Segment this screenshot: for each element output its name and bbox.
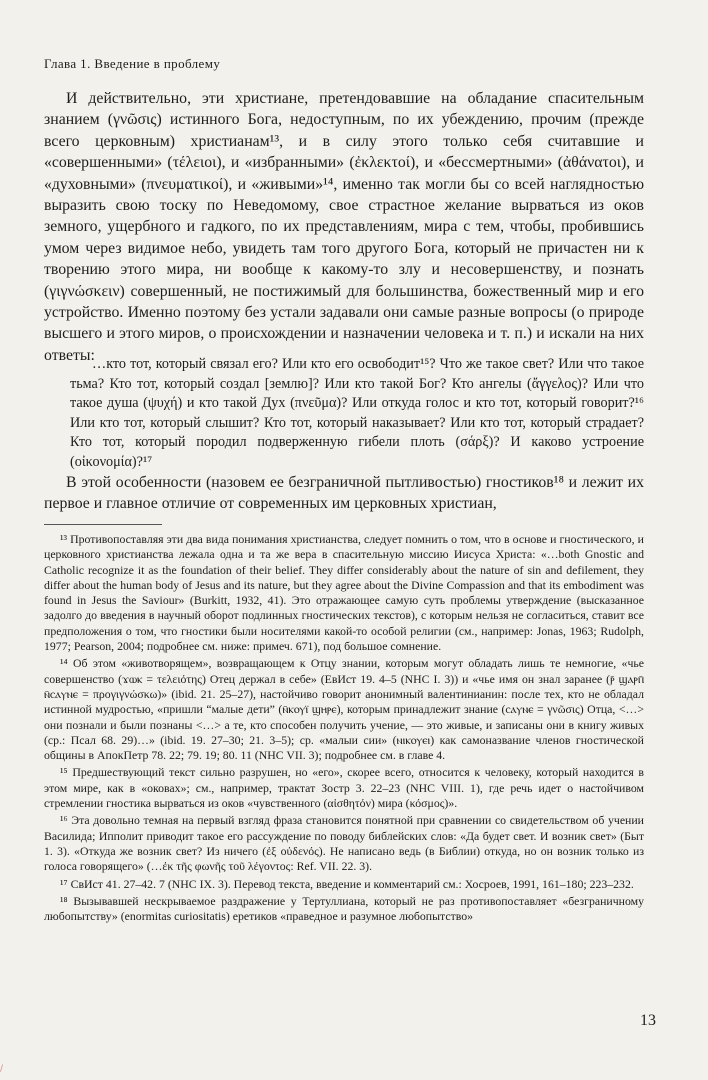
main-text [44, 88, 644, 366]
quote-text: …кто тот, который связал его? Или кто его освободит¹⁵? Что же такое свет? Или что такое тьма? Кто тот, который создал [землю]? Или кто такой Бог? Кто ангелы (ἄγγελος)? Или что такое душа (ψυχή) и кто такой Дух (πνεῦμα)? Или откуда голос и кто тот, который говорит?¹⁶ Или кто тот, который слышит? Кто тот, который наказывает? Или кто тот, который страдает? Кто тот, который породил подверженную гибели плоть (σάρξ)? И каково устроение (οἰκονομία)?¹⁷ [70, 356, 644, 470]
footnote-18: ¹⁸ Вызывавшей нескрываемое раздражение у Тертуллиана, который не раз противопоставляет «безграничному любопытству» (enormitas curiositatis) еретиков «праведное и разумное любопытство» [44, 893, 644, 924]
main-text-continued [44, 472, 644, 515]
page-number: 13 [640, 1012, 656, 1029]
footnotes [44, 532, 644, 926]
footnote-17: ¹⁷ СвИст 41. 27–42. 7 (NHC IX. 3). Перевод текста, введение и комментарий см.: Хосроев, 1991, 161–180; 223–232. [60, 876, 634, 891]
running-header: Глава 1. Введение в проблему [44, 56, 221, 71]
paragraph-1: И действительно, эти христиане, претендовавшие на обладание спасительным знанием (γνῶσις) истинного Бога, недоступным, по их убеждению, прочим (прежде всего церковным) христианам¹³, и в силу этого только себя считавшие и «совершенными» (τέλειοι), и «избранными» (ἐκλεκτοί), и «бессмертными» (ἀθάνατοι), и «духовными» (πνευματικοί), и «живыми»¹⁴, именно так могли бы со всей наглядностью выразить свою тоску по Неведомому, свое страстное желание вырваться из оков земного, ущербного и гадкого, по их представлениям, мира с тем, чтобы, пробившись умом через видимое небо, увидеть там того другого Бога, который не причастен ни к творению этого мира, ни вообще к какому-то злу и несовершенству, и познать (γιγνώσκειν) совершенный, не постижимый для большинства, божественный мир и его устройство. Именно поэтому без устали задавали они самые разные вопросы (о природе высшего и этого миров, о происхождении и назначении человека и т. п.) и искали на них ответы: [44, 90, 644, 364]
corner-mark: / [0, 1064, 4, 1074]
footnote-13: ¹³ Противопоставляя эти два вида понимания христианства, следует помнить о том, что в основе и гностического, и церковного христианства лежала одна и та же вера в спасительную миссию Иисуса Христа: «…both Gnostic and Catholic recognize it as the foundation of their belief. They differ considerably about the nature of sin and defilement, they differ about the human body of Jesus and its nature, but they agree about the Divine Compassion and that its embodiment was found in Jesus the Saviour» (Burkitt, 1932, 41). Это отражающее самую суть проблемы утверждение (высказанное задолго до введения в научный оборот подлинных гностических текстов), с которым нельзя не согласиться, ставит все предположения о том, что гностики были носителями какой-то особой религии (см., например: Jonas, 1963; Rudolph, 1977; Pearson, 2004; подробнее см. ниже: примеч. 671), под большое сомнение. [44, 532, 644, 654]
footnote-16: ¹⁶ Эта довольно темная на первый взгляд фраза становится понятной при сравнении со свидетельством об учении Василида; Ипполит приводит такое его рассуждение по поводу библейских слов: «Да будет свет. И возник свет» (Быт 1. 3). «Откуда же возник свет? Из ничего (ἐξ οὐδενός). Не написано ведь (в Библии) откуда, но он возник только из голоса говорящего» (…ἐκ τῆς φωνῆς τοῦ λέγοντος: Ref. VII. 22. 3). [44, 813, 644, 874]
paragraph-2: В этой особенности (назовем ее безграничной пытливостью) гностиков¹⁸ и лежит их первое и главное отличие от современных им церковных христиан, [44, 474, 644, 513]
footnote-separator [44, 524, 162, 525]
footnote-14: ¹⁴ Об этом «животворящем», возвращающем к Отцу знании, которым могут обладать лишь те немногие, «чье совершенство (ϫⲱⲕ = τελειότης) Отец держал в себе» (ЕвИст 19. 4–5 (NHC I. 3)) и «чье имя он знал заранее (ⲣ̄ ϣⲁⲣⲡ̄ ⲛ̄ⲥⲁⲩⲛⲉ = προγιγνώσκω)» (ibid. 21. 25–27), настойчиво говорит анонимный валентинианин: после тех, кто не обладал истинной мудростью, «пришли “малые дети” (ⲛ̄ⲕⲟⲩⲓ̈ ϣⲏⲣⲉ), которым принадлежит знание (ⲥⲁⲩⲛⲉ = γνῶσις) Отца, <…> они познали и были познаны <…> а те, кто способен получить учение, — это живые, и записаны они в книгу живых (ср.: Псал 68. 29)…» (ibid. 19. 27–30; 21. 3–5); ср. «малыи сии» (ⲛⲓⲕⲟⲩⲉⲓ) как самоназвание членов гностической общины в АпокПетр 78. 22; 79. 19; 80. 11 (NHC VII. 3); подробнее см. в главе 4. [44, 656, 644, 763]
footnote-15: ¹⁵ Предшествующий текст сильно разрушен, но «его», скорее всего, относится к человеку, который находится в этом мире, как в «оковах»; см., например, трактат Зостр 3. 22–23 (NHC VIII. 1), где речь идет о настойчивом стремлении гностика вырваться из оков «чувственного (αἰσθητόν) мира (κόσμος)». [44, 765, 644, 811]
block-quote [70, 355, 644, 473]
